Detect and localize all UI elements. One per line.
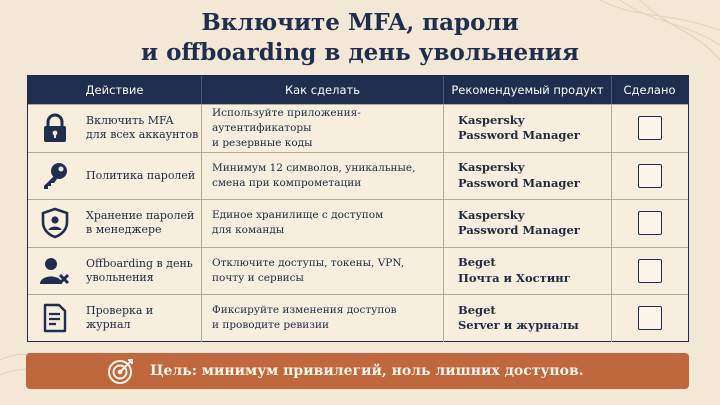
- table-header: [28, 76, 688, 104]
- how-cell: [202, 105, 444, 152]
- product-name-2: Password Manager: [458, 223, 580, 238]
- action-label: Offboarding в день: [86, 256, 193, 270]
- header-how: Как сделать: [202, 76, 444, 104]
- how-cell: [202, 200, 444, 247]
- action-label: Включить MFA: [86, 114, 174, 128]
- done-checkbox[interactable]: [638, 164, 662, 188]
- table-row: [28, 199, 688, 247]
- user-remove-icon: [38, 254, 72, 288]
- action-label: Политика паролей: [86, 168, 196, 182]
- how-text-2: смена при компрометации: [212, 176, 362, 189]
- page-title: [0, 8, 720, 68]
- checklist-table: [27, 75, 689, 342]
- action-label: Хранение паролей: [86, 209, 195, 223]
- action-label-2: для всех аккаунтов: [86, 128, 199, 142]
- how-text-2: и проводите ревизии: [212, 319, 330, 332]
- done-cell: [612, 105, 687, 152]
- product-cell: [444, 248, 612, 295]
- action-label-2: в менеджере: [86, 223, 162, 237]
- how-text-2: почту и сервисы: [212, 271, 304, 284]
- target-icon: [106, 356, 136, 386]
- product-cell: [444, 295, 612, 342]
- action-label-2: увольнения: [86, 270, 154, 284]
- product-name-2: Server и журналы: [458, 318, 579, 333]
- done-cell: [612, 200, 687, 247]
- done-cell: [612, 248, 687, 295]
- product-name-2: Password Manager: [458, 128, 580, 143]
- product-cell: [444, 105, 612, 152]
- action-cell: [28, 248, 202, 295]
- goal-text: Цель: минимум привилегий, ноль лишних доступов.: [150, 363, 584, 379]
- action-label: Проверка и журнал: [86, 304, 154, 332]
- product-name: Beget: [458, 302, 496, 317]
- how-cell: [202, 153, 444, 200]
- goal-banner: [26, 353, 689, 389]
- table-row: [28, 294, 688, 342]
- done-checkbox[interactable]: [638, 259, 662, 283]
- header-product: Рекомендуемый продукт: [444, 76, 612, 104]
- how-text: Фиксируйте изменения доступов: [212, 304, 397, 317]
- action-cell: [28, 200, 202, 247]
- table-row: [28, 104, 688, 152]
- how-text: Используйте приложения-аутентификаторы: [212, 106, 361, 134]
- done-checkbox[interactable]: [638, 116, 662, 140]
- how-text: Единое хранилище с доступом: [212, 209, 384, 222]
- key-icon: [38, 159, 72, 193]
- product-cell: [444, 153, 612, 200]
- product-name: Beget: [458, 255, 496, 270]
- table-row: [28, 152, 688, 200]
- how-text-2: для команды: [212, 224, 285, 237]
- product-name: Kaspersky: [458, 160, 525, 175]
- done-checkbox[interactable]: [638, 211, 662, 235]
- lock-icon: [38, 111, 72, 145]
- action-cell: [28, 295, 202, 342]
- checklist-icon: [38, 301, 72, 335]
- title-line-1: Включите MFA, пароли: [201, 9, 519, 36]
- how-cell: [202, 295, 444, 342]
- header-done: Сделано: [623, 83, 676, 97]
- product-name-2: Password Manager: [458, 175, 580, 190]
- action-cell: [28, 153, 202, 200]
- how-text-2: и резервные коды: [212, 136, 313, 149]
- done-checkbox[interactable]: [638, 306, 662, 330]
- table-row: [28, 247, 688, 295]
- how-cell: [202, 248, 444, 295]
- how-text: Отключите доступы, токены, VPN,: [212, 256, 405, 269]
- product-cell: [444, 200, 612, 247]
- product-name: Kaspersky: [458, 112, 525, 127]
- how-text: Минимум 12 символов, уникальные,: [212, 161, 416, 174]
- action-cell: [28, 105, 202, 152]
- shield-user-icon: [38, 206, 72, 240]
- done-cell: [612, 295, 687, 342]
- title-line-2: и offboarding в день увольнения: [141, 39, 579, 66]
- product-name-2: Почта и Хостинг: [458, 270, 571, 285]
- done-cell: [612, 153, 687, 200]
- header-action: Действие: [28, 76, 202, 104]
- product-name: Kaspersky: [458, 207, 525, 222]
